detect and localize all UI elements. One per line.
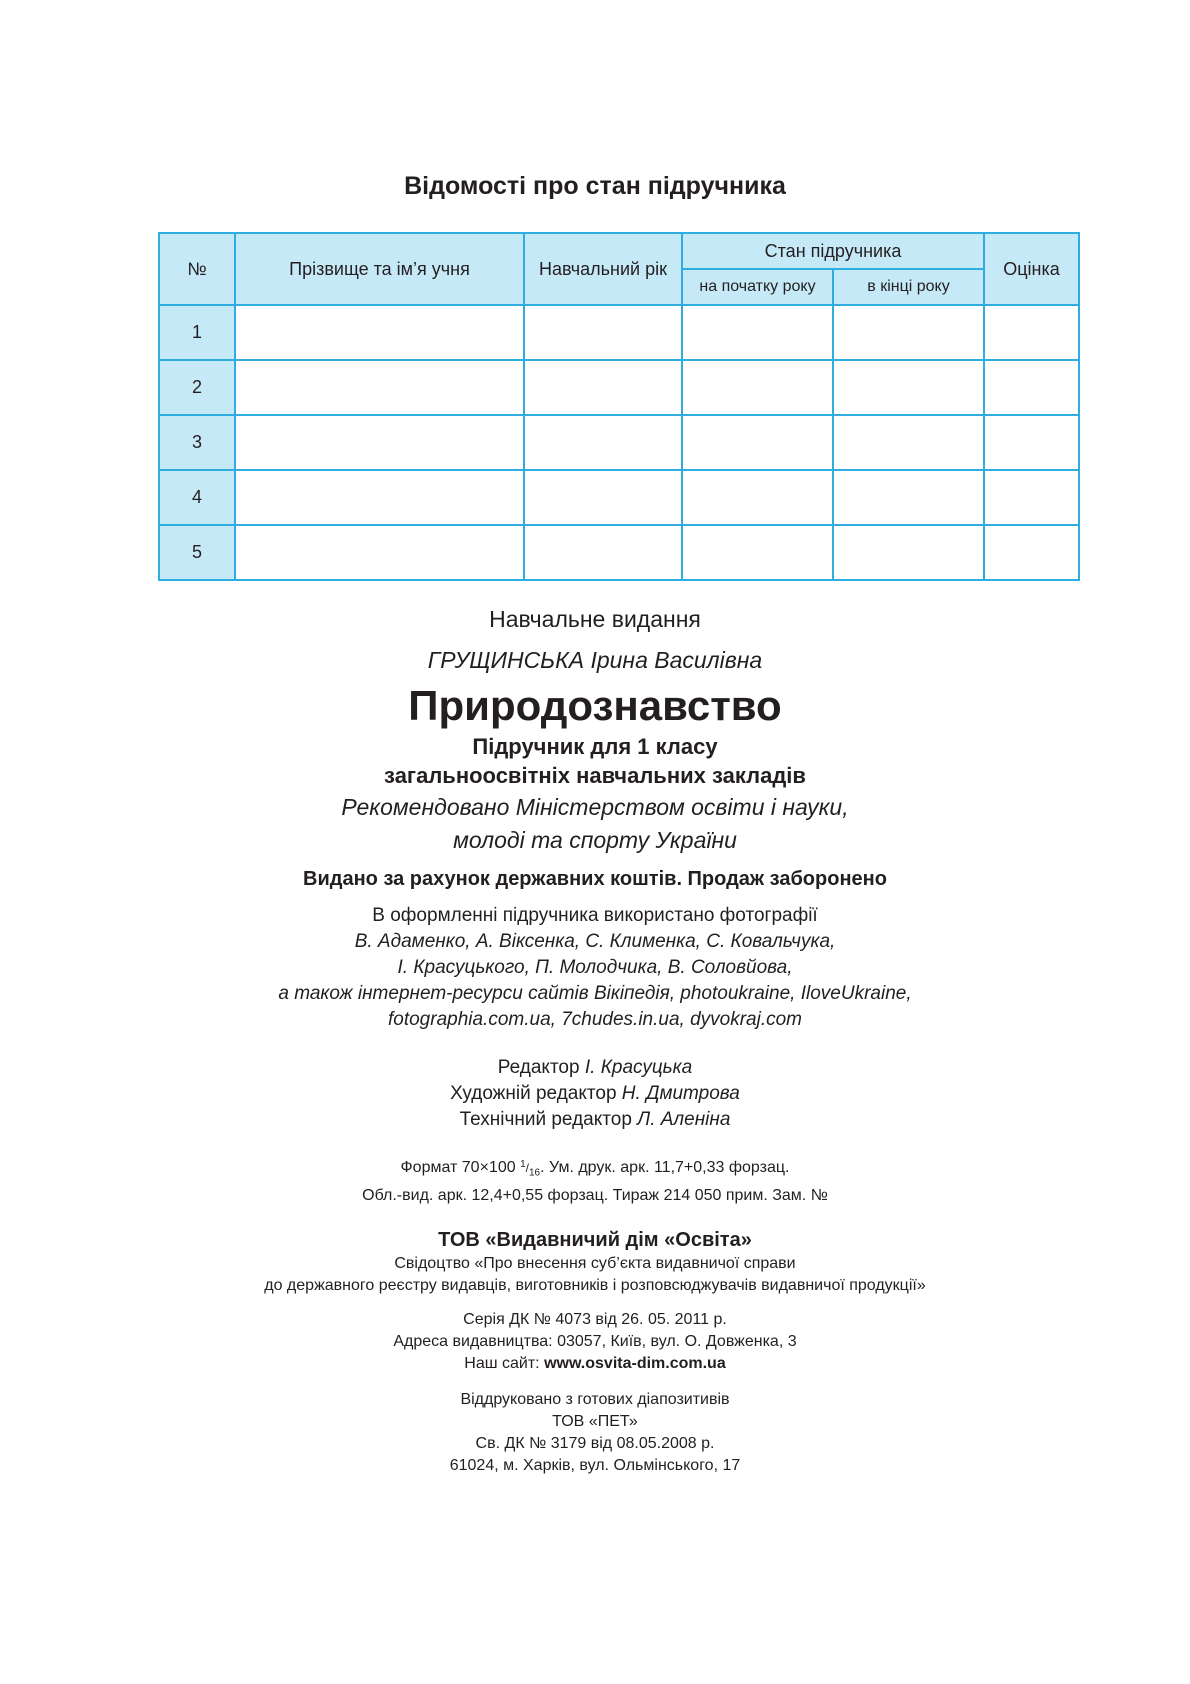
publisher-name: ТОВ «Видавничий дім «Освіта» xyxy=(438,1229,752,1252)
format-fraction-numerator: 1 xyxy=(520,1159,526,1170)
header-state-start: на початку року xyxy=(682,269,833,305)
editorial-staff xyxy=(0,1055,1190,1133)
cell-state-end[interactable] xyxy=(833,525,984,580)
site-label: Наш сайт: xyxy=(464,1355,540,1373)
book-title: Природознавство xyxy=(408,682,782,729)
table-row xyxy=(159,360,1079,415)
cell-state-end[interactable] xyxy=(833,470,984,525)
editor-label: Редактор xyxy=(497,1057,580,1078)
printer-details xyxy=(0,1389,1190,1477)
cell-school-year[interactable] xyxy=(524,305,682,360)
book-subtitle-line-1: Підручник для 1 класу xyxy=(472,734,718,759)
format-prefix: Формат 70×100 xyxy=(400,1159,516,1176)
site-line xyxy=(0,1353,1190,1375)
imprint-block xyxy=(0,606,1190,1477)
header-state-end: в кінці року xyxy=(833,269,984,305)
header-number: № xyxy=(159,233,235,305)
printed-line-2: ТОВ «ПЕТ» xyxy=(552,1413,638,1431)
edition-type: Навчальне видання xyxy=(489,606,701,632)
tech-editor-label: Технічний редактор xyxy=(459,1109,632,1130)
tech-editor-line xyxy=(0,1107,1190,1133)
art-editor-name: Н. Дмитрова xyxy=(621,1083,740,1104)
photo-credits-line-4: fotographia.com.ua, 7chudes.in.ua, dyvokraj.com xyxy=(387,1009,802,1030)
photo-credits-line-2: І. Красуцького, П. Молодчика, В. Соловйова, xyxy=(397,957,793,978)
cell-state-start[interactable] xyxy=(682,305,833,360)
page-title: Відомості про стан підручника xyxy=(404,172,786,200)
table-row xyxy=(159,470,1079,525)
cell-student-name[interactable] xyxy=(235,470,524,525)
format-fraction-denominator: 16 xyxy=(528,1167,541,1179)
cell-grade[interactable] xyxy=(984,415,1079,470)
format-details xyxy=(0,1153,1190,1207)
cell-student-name[interactable] xyxy=(235,360,524,415)
art-editor-line xyxy=(0,1081,1190,1107)
site-url-link[interactable]: www.osvita-dim.com.ua xyxy=(544,1355,726,1373)
header-grade: Оцінка xyxy=(984,233,1079,305)
cell-grade[interactable] xyxy=(984,360,1079,415)
table-row xyxy=(159,525,1079,580)
cell-grade[interactable] xyxy=(984,470,1079,525)
certificate-line-2: до державного реєстру видавців, виготовників і розповсюджувачів видавничої продукції» xyxy=(264,1277,926,1295)
tech-editor-name: Л. Аленіна xyxy=(637,1109,731,1130)
format-line-1 xyxy=(0,1153,1190,1184)
cell-student-name[interactable] xyxy=(235,415,524,470)
printed-line-1: Віддруковано з готових діапозитивів xyxy=(460,1391,730,1409)
recommendation-line-2: молоді та спорту України xyxy=(453,827,737,853)
row-number: 2 xyxy=(159,360,235,415)
cell-state-start[interactable] xyxy=(682,415,833,470)
cell-state-end[interactable] xyxy=(833,360,984,415)
publisher-address: Адреса видавництва: 03057, Київ, вул. О. Довженка, 3 xyxy=(393,1333,797,1351)
editor-line xyxy=(0,1055,1190,1081)
photo-credits-line-3: а також інтернет-ресурси сайтів Вікіпедія, photoukraine, IloveUkraine, xyxy=(278,983,912,1004)
cell-state-end[interactable] xyxy=(833,305,984,360)
format-line-2: Обл.-вид. арк. 12,4+0,55 форзац. Тираж 214 050 прим. Зам. № xyxy=(362,1187,828,1205)
cell-grade[interactable] xyxy=(984,305,1079,360)
cell-grade[interactable] xyxy=(984,525,1079,580)
book-subtitle-line-2: загальноосвітніх навчальних закладів xyxy=(384,763,806,788)
cell-state-start[interactable] xyxy=(682,470,833,525)
row-number: 1 xyxy=(159,305,235,360)
row-number: 5 xyxy=(159,525,235,580)
format-fraction: $^1/_{16}$ xyxy=(520,1159,541,1179)
recommendation-line-1: Рекомендовано Міністерством освіти і науки, xyxy=(341,794,849,820)
cell-state-start[interactable] xyxy=(682,360,833,415)
table-row xyxy=(159,305,1079,360)
header-student-name: Прізвище та ім’я учня xyxy=(235,233,524,305)
header-school-year: Навчальний рік xyxy=(524,233,682,305)
printed-line-4: 61024, м. Харків, вул. Ольмінського, 17 xyxy=(449,1457,741,1475)
format-suffix: . Ум. друк. арк. 11,7+0,33 форзац. xyxy=(540,1159,790,1176)
cell-state-end[interactable] xyxy=(833,415,984,470)
publisher-details xyxy=(0,1227,1190,1297)
printed-line-3: Св. ДК № 3179 від 08.05.2008 р. xyxy=(475,1435,715,1453)
certificate-line-1: Свідоцтво «Про внесення суб’єкта видавничої справи xyxy=(394,1255,796,1273)
funding-notice: Видано за рахунок державних коштів. Продаж заборонено xyxy=(303,868,887,890)
photo-credits-line-1: В. Адаменко, А. Віксенка, С. Клименка, С. Ковальчука, xyxy=(354,931,836,952)
header-textbook-state: Стан підручника xyxy=(682,233,984,269)
cell-student-name[interactable] xyxy=(235,525,524,580)
author: ГРУЩИНСЬКА Ірина Василівна xyxy=(427,647,763,673)
cell-school-year[interactable] xyxy=(524,470,682,525)
row-number: 4 xyxy=(159,470,235,525)
row-number: 3 xyxy=(159,415,235,470)
cell-student-name[interactable] xyxy=(235,305,524,360)
cell-school-year[interactable] xyxy=(524,360,682,415)
cell-school-year[interactable] xyxy=(524,525,682,580)
table-row xyxy=(159,415,1079,470)
textbook-state-table xyxy=(158,232,1080,581)
art-editor-label: Художній редактор xyxy=(450,1083,617,1104)
editor-name: І. Красуцька xyxy=(584,1057,693,1078)
photo-credits-intro: В оформленні підручника використано фотографії xyxy=(372,905,818,926)
series-number: Серія ДК № 4073 від 26. 05. 2011 р. xyxy=(463,1311,727,1329)
cell-state-start[interactable] xyxy=(682,525,833,580)
cell-school-year[interactable] xyxy=(524,415,682,470)
publisher-contacts xyxy=(0,1309,1190,1375)
